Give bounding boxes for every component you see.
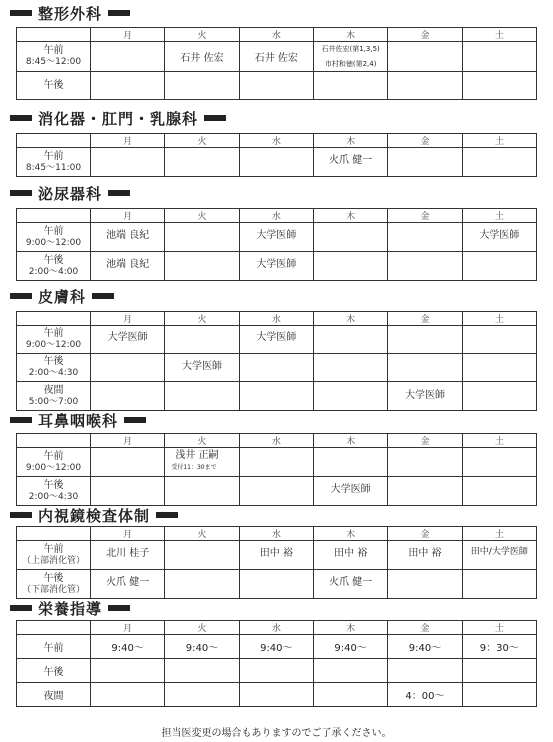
day-header: 水 (239, 527, 313, 541)
table-cell (313, 354, 387, 382)
table-cell (462, 148, 536, 177)
day-header: 火 (165, 621, 239, 635)
table-row (17, 659, 537, 683)
day-header: 火 (165, 134, 239, 148)
table-cell: 9:40〜 (313, 635, 387, 659)
table-cell (462, 382, 536, 411)
row-label: 午後 （下部消化管） (17, 570, 91, 599)
section-title-shokaki: 消化器・肛門・乳腺科 (10, 108, 226, 128)
table-cell (462, 42, 536, 72)
day-header: 火 (165, 209, 239, 223)
day-header: 水 (239, 209, 313, 223)
day-header: 水 (239, 28, 313, 42)
day-header: 木 (313, 134, 387, 148)
day-header: 土 (462, 28, 536, 42)
row-label: 午後 2:00〜4:00 (17, 252, 91, 281)
table-cell (165, 148, 239, 177)
table-cell (313, 326, 387, 354)
row-label: 午前 9:00〜12:00 (17, 223, 91, 252)
table-cell (388, 72, 462, 100)
table-cell (462, 448, 536, 477)
table-row (17, 42, 537, 72)
table-row (17, 635, 537, 659)
day-header: 土 (462, 209, 536, 223)
table-cell (313, 72, 387, 100)
table-cell (313, 683, 387, 707)
row-label: 午後 (17, 659, 91, 683)
table-cell (165, 223, 239, 252)
table-hifu (16, 311, 537, 411)
table-cell (313, 382, 387, 411)
table-cell: 池端 良紀 (91, 252, 165, 281)
day-header: 金 (388, 527, 462, 541)
table-cell: 大学医師 (165, 354, 239, 382)
table-cell: 9:40〜 (388, 635, 462, 659)
table-cell (239, 448, 313, 477)
table-cell (388, 354, 462, 382)
table-cell (462, 659, 536, 683)
row-label: 午前 8:45〜12:00 (17, 42, 91, 72)
table-cell (165, 252, 239, 281)
table-cell (165, 683, 239, 707)
row-label: 午後 (17, 72, 91, 100)
table-cell (239, 570, 313, 599)
table-cell: 田中 裕 (388, 541, 462, 570)
table-cell (462, 72, 536, 100)
row-label: 午後 2:00〜4:30 (17, 477, 91, 506)
table-row (17, 477, 537, 506)
table-cell: 田中 裕 (239, 541, 313, 570)
table-naishikyo (16, 526, 537, 599)
table-cell: 池端 良紀 (91, 223, 165, 252)
day-header: 水 (239, 621, 313, 635)
section-title-hifu: 皮膚科 (10, 286, 114, 306)
table-cell (462, 326, 536, 354)
day-header: 木 (313, 209, 387, 223)
row-label: 夜間 (17, 683, 91, 707)
table-row (17, 541, 537, 570)
section-title-seikei: 整形外科 (10, 3, 130, 23)
table-row (17, 223, 537, 252)
table-cell (91, 42, 165, 72)
day-header: 月 (91, 134, 165, 148)
table-cell (313, 223, 387, 252)
table-cell (462, 683, 536, 707)
day-header: 月 (91, 527, 165, 541)
table-cell: 9：30〜 (462, 635, 536, 659)
day-header: 月 (91, 209, 165, 223)
table-cell: 大学医師 (462, 223, 536, 252)
row-label: 午前 （上部消化管） (17, 541, 91, 570)
table-row (17, 382, 537, 411)
row-label: 午前 (17, 635, 91, 659)
table-cell: 大学医師 (239, 223, 313, 252)
row-label: 午後 2:00〜4:30 (17, 354, 91, 382)
table-cell (91, 659, 165, 683)
section-title-eiyo: 栄養指導 (10, 598, 130, 618)
day-header: 金 (388, 28, 462, 42)
table-cell (91, 148, 165, 177)
day-header: 金 (388, 312, 462, 326)
table-cell (388, 659, 462, 683)
day-header: 土 (462, 434, 536, 448)
table-row (17, 72, 537, 100)
table-eiyo (16, 620, 537, 707)
table-shokaki (16, 133, 537, 177)
table-cell (91, 683, 165, 707)
row-label: 夜間 5:00〜7:00 (17, 382, 91, 411)
day-header: 金 (388, 209, 462, 223)
table-cell (165, 72, 239, 100)
table-row (17, 326, 537, 354)
table-cell: 田中/大学医師 (462, 541, 536, 570)
day-header: 火 (165, 312, 239, 326)
table-row (17, 448, 537, 477)
table-cell: 4：00〜 (388, 683, 462, 707)
section-title-hinyoki: 泌尿器科 (10, 183, 130, 203)
day-header: 木 (313, 621, 387, 635)
table-cell (388, 570, 462, 599)
table-cell (388, 42, 462, 72)
table-cell: 火爪 健一 (313, 148, 387, 177)
table-cell (313, 252, 387, 281)
table-cell (462, 354, 536, 382)
table-row (17, 354, 537, 382)
table-cell (388, 477, 462, 506)
table-cell (239, 659, 313, 683)
table-cell: 大学医師 (239, 252, 313, 281)
table-cell (462, 252, 536, 281)
table-cell (165, 326, 239, 354)
table-cell (91, 354, 165, 382)
day-header: 水 (239, 312, 313, 326)
table-cell: 大学医師 (239, 326, 313, 354)
table-cell: 大学医師 (388, 382, 462, 411)
table-cell (313, 448, 387, 477)
section-title-naishikyo: 内視鏡検査体制 (10, 505, 178, 525)
table-cell (91, 382, 165, 411)
day-header: 金 (388, 434, 462, 448)
day-header: 月 (91, 312, 165, 326)
section-title-jibi: 耳鼻咽喉科 (10, 410, 146, 430)
table-cell: 火爪 健一 (313, 570, 387, 599)
table-cell (91, 477, 165, 506)
table-cell (388, 326, 462, 354)
table-cell (239, 354, 313, 382)
table-cell (239, 148, 313, 177)
day-header: 木 (313, 28, 387, 42)
table-cell (165, 570, 239, 599)
day-header: 木 (313, 434, 387, 448)
table-cell: 石井佐宏(第1,3,5) 市村和徳(第2,4) (313, 42, 387, 72)
table-cell (239, 477, 313, 506)
table-cell: 9:40〜 (91, 635, 165, 659)
table-cell: 大学医師 (313, 477, 387, 506)
table-cell: 石井 佐宏 (239, 42, 313, 72)
table-cell (91, 72, 165, 100)
table-cell: 9:40〜 (239, 635, 313, 659)
table-hinyoki (16, 208, 537, 281)
table-cell (462, 477, 536, 506)
table-cell (239, 72, 313, 100)
day-header: 金 (388, 134, 462, 148)
table-cell (165, 659, 239, 683)
table-cell (91, 448, 165, 477)
day-header: 火 (165, 434, 239, 448)
table-cell (388, 252, 462, 281)
table-cell: 9:40〜 (165, 635, 239, 659)
table-cell (165, 477, 239, 506)
day-header: 月 (91, 621, 165, 635)
table-cell (388, 448, 462, 477)
table-cell (462, 570, 536, 599)
day-header: 土 (462, 527, 536, 541)
table-cell: 石井 佐宏 (165, 42, 239, 72)
day-header: 木 (313, 527, 387, 541)
table-cell (239, 382, 313, 411)
day-header: 木 (313, 312, 387, 326)
table-cell (313, 659, 387, 683)
table-cell (165, 382, 239, 411)
day-header: 土 (462, 312, 536, 326)
row-label: 午前 9:00〜12:00 (17, 448, 91, 477)
day-header: 土 (462, 134, 536, 148)
table-cell (388, 148, 462, 177)
day-header: 土 (462, 621, 536, 635)
table-cell: 火爪 健一 (91, 570, 165, 599)
day-header: 水 (239, 134, 313, 148)
table-cell (165, 541, 239, 570)
day-header: 水 (239, 434, 313, 448)
day-header: 金 (388, 621, 462, 635)
table-cell: 大学医師 (91, 326, 165, 354)
day-header: 火 (165, 527, 239, 541)
day-header: 月 (91, 434, 165, 448)
table-cell: 田中 裕 (313, 541, 387, 570)
table-cell: 浅井 正嗣 受付11：30まで (165, 448, 239, 477)
table-cell (388, 223, 462, 252)
day-header: 月 (91, 28, 165, 42)
table-cell (239, 683, 313, 707)
row-label: 午前 9:00〜12:00 (17, 326, 91, 354)
day-header: 火 (165, 28, 239, 42)
table-row (17, 570, 537, 599)
row-label: 午前 8:45〜11:00 (17, 148, 91, 177)
footer-note: 担当医変更の場合もありますのでご了承ください。 (161, 728, 392, 739)
table-row (17, 148, 537, 177)
table-seikei (16, 27, 537, 100)
table-cell: 北川 桂子 (91, 541, 165, 570)
table-jibi (16, 433, 537, 506)
table-row (17, 252, 537, 281)
table-row (17, 683, 537, 707)
